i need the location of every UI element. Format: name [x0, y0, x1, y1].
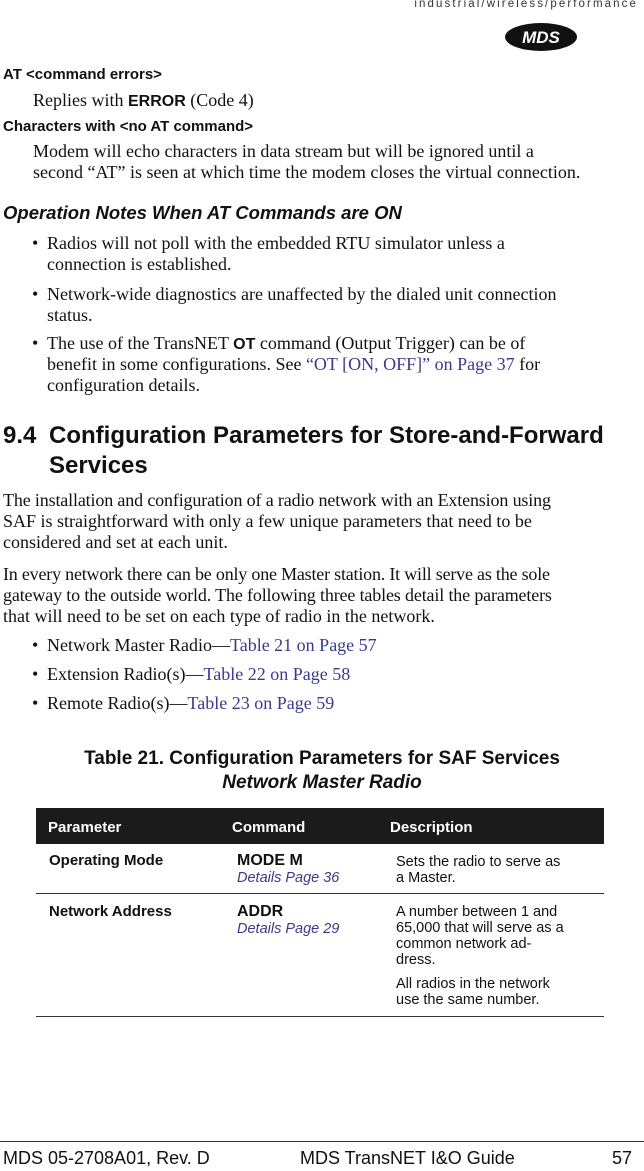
list-item-remote: Remote Radio(s)—Table 23 on Page 59 — [47, 693, 335, 713]
row2-desc-line1: A number between 1 and — [396, 904, 558, 920]
chars-no-at-heading: Characters with <no AT command> — [3, 118, 254, 135]
table21-link[interactable]: Table 21 on Page 57 — [229, 635, 377, 655]
row2-desc-line4: dress. — [396, 952, 436, 968]
bullet-dot: • — [32, 284, 39, 304]
row1-details-link[interactable]: Details Page 36 — [237, 870, 340, 886]
op-note-2-line1: Network-wide diagnostics are unaffected by the dialed unit connection — [47, 284, 557, 304]
row2-desc-line2: 65,000 that will serve as a — [396, 920, 564, 936]
row1-parameter: Operating Mode — [49, 852, 164, 869]
row-divider — [36, 893, 604, 894]
mds-logo — [504, 22, 578, 57]
op-note-3-line1: The use of the TransNET OT command (Output Trigger) can be of — [47, 333, 526, 353]
table-title: Table 21. Configuration Parameters for SAF Services — [84, 748, 560, 769]
row2-details-link[interactable]: Details Page 29 — [237, 921, 340, 937]
cmd-errors-heading: AT <command errors> — [3, 66, 162, 83]
table-bottom-rule — [36, 1016, 604, 1017]
bullet-dot: • — [32, 664, 39, 684]
column-header-command: Command — [232, 819, 306, 836]
intro-para2-line2: gateway to the outside world. The following three tables detail the parameters — [3, 585, 552, 605]
footer-page-number: 57 — [612, 1148, 633, 1168]
footer-rule — [0, 1141, 644, 1142]
bullet-dot: • — [32, 233, 39, 253]
list-item-extension: Extension Radio(s)—Table 22 on Page 58 — [47, 664, 351, 684]
svg-text:MDS: MDS — [522, 28, 560, 47]
op-note-3-line3: configuration details. — [47, 375, 200, 395]
intro-para2-line1: In every network there can be only one Master station. It will serve as the sole — [3, 564, 550, 584]
ot-command-link[interactable]: “OT [ON, OFF]” on Page 37 — [305, 354, 515, 374]
row1-desc-line1: Sets the radio to serve as — [396, 854, 561, 870]
row2-parameter: Network Address — [49, 903, 172, 920]
row2-command: ADDR — [237, 903, 284, 920]
row2-desc-line6: use the same number. — [396, 992, 540, 1008]
intro-para1-line3: considered and set at each unit. — [3, 532, 228, 552]
list-item-master: Network Master Radio—Table 21 on Page 57 — [47, 635, 377, 655]
column-header-parameter: Parameter — [48, 819, 122, 836]
bullet-dot: • — [32, 333, 39, 353]
intro-para1-line2: SAF is straightforward with only a few unique parameters that need to be — [3, 511, 532, 531]
op-note-3-line2: benefit in some configurations. See “OT [ON, OFF]” on Page 37 for — [47, 354, 541, 374]
table22-link[interactable]: Table 22 on Page 58 — [203, 664, 351, 684]
op-note-2-line2: status. — [47, 305, 93, 325]
chars-no-at-line1: Modem will echo characters in data stream but will be ignored until a — [33, 141, 534, 161]
bullet-dot: • — [32, 635, 39, 655]
op-note-1-line2: connection is established. — [47, 254, 232, 274]
row2-desc-line5: All radios in the network — [396, 976, 550, 992]
intro-para2-line3: that will need to be set on each type of radio in the network. — [3, 606, 435, 626]
op-notes-heading: Operation Notes When AT Commands are ON — [3, 202, 402, 223]
section-title-line2: Services — [49, 452, 148, 479]
column-header-description: Description — [390, 819, 473, 836]
op-note-1-line1: Radios will not poll with the embedded RTU simulator unless a — [47, 233, 505, 253]
row1-desc-line2: a Master. — [396, 870, 456, 886]
chars-no-at-line2: second “AT” is seen at which time the modem closes the virtual connection. — [33, 162, 581, 182]
intro-para1-line1: The installation and configuration of a radio network with an Extension using — [3, 490, 551, 510]
table23-link[interactable]: Table 23 on Page 59 — [187, 693, 335, 713]
table-subtitle: Network Master Radio — [222, 772, 422, 793]
row2-desc-line3: common network ad- — [396, 936, 532, 952]
footer-guide-title: MDS TransNET I&O Guide — [300, 1148, 515, 1168]
footer-doc-id: MDS 05-2708A01, Rev. D — [3, 1148, 210, 1168]
tagline: industrial/wireless/performance — [414, 0, 638, 10]
section-title-line1: Configuration Parameters for Store-and-Forward — [49, 422, 604, 449]
cmd-errors-text: Replies with ERROR (Code 4) — [33, 90, 254, 110]
bullet-dot: • — [32, 693, 39, 713]
section-number: 9.4 — [3, 422, 37, 449]
row1-command: MODE M — [237, 852, 303, 869]
